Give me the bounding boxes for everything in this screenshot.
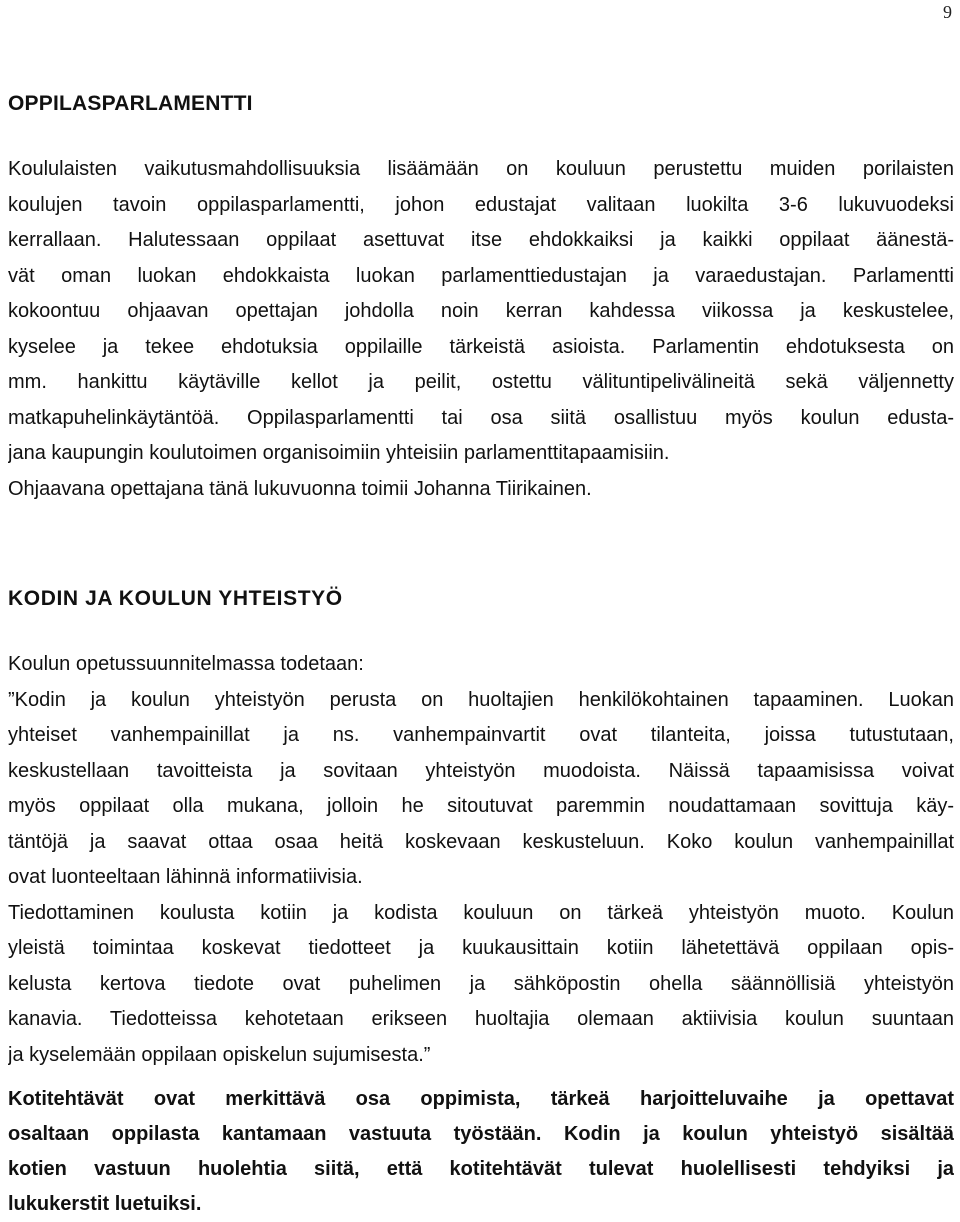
text-line: kelusta kertova tiedote ovat puhelimen ja sähköpostin ohella säännöllisiä yhteistyön [8, 972, 954, 995]
text-line: ovat luonteeltaan lähinnä informatiivisia. [8, 866, 363, 888]
text-line: vät oman luokan ehdokkaista luokan parlamenttiedustajan ja varaedustajan. Parlamentti [8, 264, 954, 287]
section-heading-kodin-ja-koulun-yhteistyo: KODIN JA KOULUN YHTEISTYÖ [8, 587, 343, 610]
paragraph-kotitehtavat [8, 1082, 954, 1222]
bold-text-line: lukukerstit luetuiksi. [8, 1193, 202, 1215]
text-line: yhteiset vanhempainillat ja ns. vanhempainvartit ovat tilanteita, joissa tutustutaan, [8, 724, 954, 746]
paragraph-oppilasparlamentti [8, 152, 954, 507]
text-line: mm. hankittu käytäville kellot ja peilit, ostettu välituntipelivälineitä sekä väljennetty [8, 371, 954, 393]
text-line: jana kaupungin koulutoimen organisoimiin yhteisiin parlamenttitapaamisiin. [8, 442, 670, 464]
bold-text-line: kotien vastuun huolehtia siitä, että kotitehtävät tulevat huolellisesti tehdyiksi ja [8, 1158, 954, 1180]
text-line: kanavia. Tiedotteissa kehotetaan erikseen huoltajia olemaan aktiivisia koulun suuntaan [8, 1008, 954, 1030]
section-heading-oppilasparlamentti: OPPILASPARLAMENTTI [8, 92, 253, 115]
text-line: yleistä toimintaa koskevat tiedotteet ja kuukausittain kotiin lähetettävä oppilaan opis- [8, 937, 954, 959]
text-line: kyselee ja tekee ehdotuksia oppilaille tärkeistä asioista. Parlamentin ehdotuksesta on [8, 335, 954, 358]
text-line: Ohjaavana opettajana tänä lukuvuonna toimii Johanna Tiirikainen. [8, 477, 592, 500]
text-line: kokoontuu ohjaavan opettajan johdolla noin kerran kahdessa viikossa ja keskustelee, [8, 300, 954, 322]
text-line: Koululaisten vaikutusmahdollisuuksia lisäämään on kouluun perustettu muiden porilaisten [8, 158, 954, 180]
bold-text-line: Kotitehtävät ovat merkittävä osa oppimista, tärkeä harjoitteluvaihe ja opettavat [8, 1088, 954, 1110]
text-line: myös oppilaat olla mukana, jolloin he sitoutuvat paremmin noudattamaan sovittuja käy- [8, 795, 954, 817]
text-line: ja kyselemään oppilaan opiskelun sujumisesta.” [8, 1043, 431, 1066]
text-line: koulujen tavoin oppilasparlamentti, johon edustajat valitaan luokilta 3-6 lukuvuodeksi [8, 193, 954, 216]
bold-text-line: osaltaan oppilasta kantamaan vastuuta työstään. Kodin ja koulun yhteistyö sisältää [8, 1123, 954, 1145]
text-line: ”Kodin ja koulun yhteistyön perusta on huoltajien henkilökohtainen tapaaminen. Luokan [8, 688, 954, 711]
text-line: matkapuhelinkäytäntöä. Oppilasparlamentti tai osa siitä osallistuu myös koulun edusta- [8, 406, 954, 429]
paragraph-yhteistyo [8, 647, 954, 1073]
text-line: Tiedottaminen koulusta kotiin ja kodista kouluun on tärkeä yhteistyön muoto. Koulun [8, 901, 954, 924]
text-line: täntöjä ja saavat ottaa osaa heitä koskevaan keskusteluun. Koko koulun vanhempainillat [8, 830, 954, 853]
text-line: keskustellaan tavoitteista ja sovitaan yhteistyön muodoista. Näissä tapaamisissa voivat [8, 759, 954, 782]
page-number: 9 [943, 2, 952, 22]
text-line: kerrallaan. Halutessaan oppilaat asettuvat itse ehdokkaiksi ja kaikki oppilaat äänestä- [8, 229, 954, 251]
text-line: Koulun opetussuunnitelmassa todetaan: [8, 653, 364, 675]
